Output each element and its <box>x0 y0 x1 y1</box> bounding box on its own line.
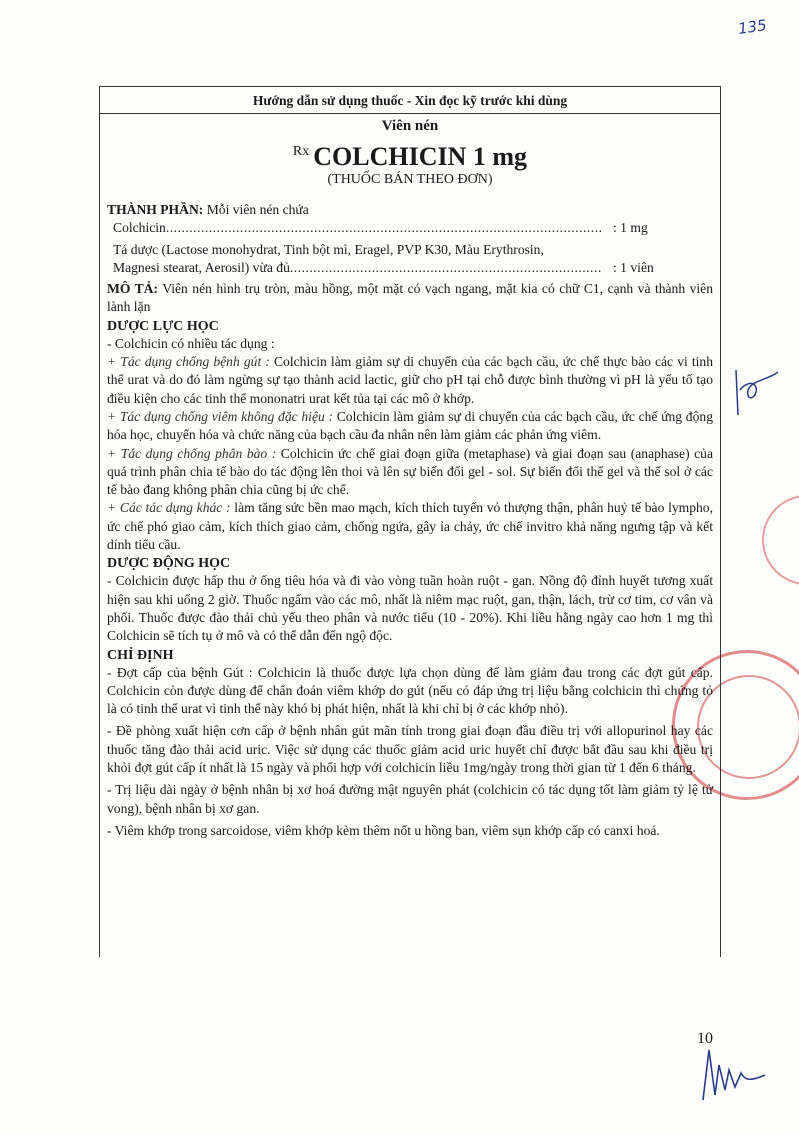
pharmacodynamics-item <box>107 445 713 500</box>
indication-item: - Đợt cấp của bệnh Gút : Colchicin là thuốc được lựa chọn dùng để làm giảm đau trong các đợt gút cấp. Colchicin còn được dùng để chẩn đoán viêm khớp do gút (nếu có đáp ứng trị liệu bằng colchicin thì chứng tỏ là có tinh thể urat vì tinh thể này khó bị phát hiện, nhất là khi chỉ bị ở các khớp nhỏ). <box>107 664 713 717</box>
leaflet-frame <box>99 86 721 957</box>
pharmacokinetics-text: - Colchicin được hấp thu ở ống tiêu hóa và đi vào vòng tuần hoàn ruột - gan. Nồng độ đỉnh huyết tương xuất hiện sau khi uống 2 giờ. Thuốc ngấm vào các mô, nhất là niêm mạc ruột, gan, thận, lách, trừ cơ tim, cơ vân và phổi. Thuốc được đào thải chủ yếu theo phân và nước tiểu (10 - 20%). Khi liều hằng ngày cao hơn 1 mg thì Colchicin sẽ tích tụ ở mô và có thể dẫn đến ngộ độc. <box>107 573 713 644</box>
active-amount: : 1 mg <box>613 220 648 236</box>
indication-item: - Đề phòng xuất hiện cơn cấp ở bệnh nhân gút mãn tính trong giai đoạn đầu điều trị với allopurinol hay các thuốc tăng đào thải acid uric. Việc sử dụng các thuốc giảm acid uric huyết chỉ được bắt đầu sau khi điều trị khỏi đợt gút cấp ít nhất là 15 ngày và phối hợp với colchicin liều 1mg/ngày trong thời gian từ 1 đến 6 tháng. <box>107 723 713 776</box>
handwritten-page-mark: 135 <box>736 16 768 38</box>
pharmacodynamics-intro: - Colchicin có nhiều tác dụng : <box>107 335 275 351</box>
side-seal-stamp <box>762 495 799 585</box>
page-number: 10 <box>697 1030 713 1047</box>
pharmacodynamics-title: DƯỢC LỰC HỌC <box>107 318 219 334</box>
effect-text: làm tăng sức bền mao mạch, kích thích tuyến vỏ thượng thận, phân huỷ tế bào lympho, ức chế phó giao cảm, kích thích giao cảm, chống ngứa, gây ỉa chảy, ức chế invitro khả năng ngưng tập và kết dính tiểu cầu. <box>107 500 713 553</box>
dosage-form: Viên nén <box>381 118 439 134</box>
description-label: MÔ TẢ: <box>107 281 159 297</box>
leaflet-header: Hướng dẫn sử dụng thuốc - Xin đọc kỹ trước khi dùng <box>100 87 720 114</box>
effect-text: Colchicin làm giảm sự di chuyển của các bạch cầu, ức chế ứng động hóa học, chuyển hóa và chức năng của bạch cầu đa nhân nên làm giảm các phản ứng viêm. <box>107 408 713 443</box>
product-title <box>107 138 713 171</box>
margin-initials-signature <box>728 360 788 420</box>
description-section <box>107 280 713 317</box>
effect-text: Colchicin ức chế giai đoạn giữa (metaphase) và giai đoạn sau (anaphase) của quá trình phân chia tế bào do tác động lên thoi và lên sự biến đổi gel - sol. Sự biến đổi thể gel và thể sol ở các tế bào đang không phân chia cũng bị ức chế. <box>107 445 713 498</box>
indication-item: - Trị liệu dài ngày ở bệnh nhân bị xơ hoá đường mật nguyên phát (colchicin có tác dụng tốt làm giảm tỷ lệ tử vong), bệnh nhân bị xơ gan. <box>107 782 713 816</box>
composition-label: THÀNH PHẦN: <box>107 202 204 217</box>
excipients-row <box>107 259 713 277</box>
pharmacokinetics-title: DƯỢC ĐỘNG HỌC <box>107 556 231 572</box>
product-name: COLCHICIN 1 mg <box>313 142 528 171</box>
effect-label: + Tác dụng chống phân bào : <box>107 445 277 461</box>
active-ingredient: Colchicin <box>113 220 166 236</box>
composition-section <box>107 201 713 277</box>
indications-title: CHỈ ĐỊNH <box>107 647 174 663</box>
bottom-signature <box>695 1045 775 1105</box>
leaflet-content <box>100 117 720 840</box>
composition-heading <box>107 201 713 219</box>
effect-label: + Tác dụng chống bệnh gút : <box>107 354 270 370</box>
excipients-line2: Magnesi stearat, Aerosil) vừa đủ <box>113 259 290 275</box>
pharmacodynamics-item <box>107 499 713 554</box>
effect-label: + Các tác dụng khác : <box>107 500 231 516</box>
excipients-line1: Tá dược (Lactose monohydrat, Tinh bột mì, Eragel, PVP K30, Màu Erythrosin, <box>113 241 544 257</box>
dot-leader <box>166 219 601 237</box>
pharmacodynamics-item <box>107 353 713 408</box>
rx-mark: Rx <box>292 144 310 159</box>
prescription-note: (THUỐC BÁN THEO ĐƠN) <box>327 172 493 187</box>
excipients-amount: : 1 viên <box>613 259 654 275</box>
description-text: Viên nén hình trụ tròn, màu hồng, một mặt có vạch ngang, mặt kia có chữ C1, cạnh và thành viên lành lặn <box>107 281 714 315</box>
effect-label: + Tác dụng chống viêm không đặc hiệu : <box>107 408 333 424</box>
indication-item: - Viêm khớp trong sarcoidose, viêm khớp kèm thêm nốt u hồng ban, viêm sụn khớp cấp có canxi hoá. <box>107 822 660 838</box>
dot-leader <box>290 259 601 277</box>
pharmacodynamics-item <box>107 408 713 445</box>
active-ingredient-row <box>107 219 713 237</box>
effect-text: Colchicin làm giảm sự di chuyển của các bạch cầu, ức chế thực bào các vi tinh thể urat và do đó làm ngừng sự tạo thành acid lactic, giữ cho pH tại chỗ được bình thường vì pH là yếu tố tạo điều kiện cho các tinh thể mononatri urat kết tủa tại các mô ở khớp. <box>107 354 714 406</box>
composition-intro: Mỗi viên nén chứa <box>206 202 309 217</box>
